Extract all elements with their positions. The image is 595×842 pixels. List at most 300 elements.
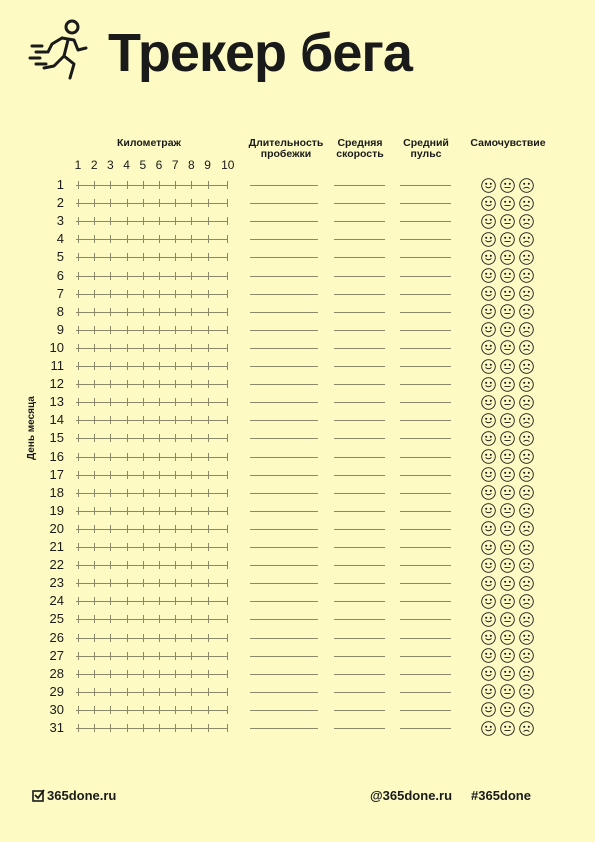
km-tick[interactable] <box>94 489 95 497</box>
pulse-field[interactable] <box>400 529 451 530</box>
km-tick[interactable] <box>227 706 228 714</box>
sad-face-icon[interactable] <box>519 449 534 464</box>
km-track[interactable] <box>76 493 228 494</box>
speed-field[interactable] <box>334 221 385 222</box>
km-track[interactable] <box>76 656 228 657</box>
sad-face-icon[interactable] <box>519 576 534 591</box>
km-tick[interactable] <box>78 326 79 334</box>
speed-field[interactable] <box>334 529 385 530</box>
duration-field[interactable] <box>250 294 318 295</box>
km-tick[interactable] <box>208 272 209 280</box>
km-tick[interactable] <box>175 634 176 642</box>
km-tick[interactable] <box>227 615 228 623</box>
km-tick[interactable] <box>159 615 160 623</box>
pulse-field[interactable] <box>400 366 451 367</box>
km-tick[interactable] <box>175 308 176 316</box>
km-tick[interactable] <box>227 634 228 642</box>
km-track[interactable] <box>76 420 228 421</box>
km-tick[interactable] <box>191 217 192 225</box>
km-tick[interactable] <box>127 434 128 442</box>
km-tick[interactable] <box>143 561 144 569</box>
km-tick[interactable] <box>227 471 228 479</box>
km-tick[interactable] <box>227 416 228 424</box>
neutral-face-icon[interactable] <box>500 521 515 536</box>
pulse-field[interactable] <box>400 710 451 711</box>
neutral-face-icon[interactable] <box>500 304 515 319</box>
km-tick[interactable] <box>127 199 128 207</box>
km-tick[interactable] <box>94 181 95 189</box>
km-tick[interactable] <box>127 308 128 316</box>
km-track[interactable] <box>76 366 228 367</box>
km-track[interactable] <box>76 457 228 458</box>
km-tick[interactable] <box>78 688 79 696</box>
sad-face-icon[interactable] <box>519 214 534 229</box>
pulse-field[interactable] <box>400 656 451 657</box>
speed-field[interactable] <box>334 493 385 494</box>
happy-face-icon[interactable] <box>481 178 496 193</box>
km-track[interactable] <box>76 692 228 693</box>
happy-face-icon[interactable] <box>481 485 496 500</box>
pulse-field[interactable] <box>400 330 451 331</box>
duration-field[interactable] <box>250 457 318 458</box>
happy-face-icon[interactable] <box>481 503 496 518</box>
duration-field[interactable] <box>250 547 318 548</box>
km-track[interactable] <box>76 728 228 729</box>
speed-field[interactable] <box>334 710 385 711</box>
sad-face-icon[interactable] <box>519 304 534 319</box>
sad-face-icon[interactable] <box>519 630 534 645</box>
km-tick[interactable] <box>94 561 95 569</box>
km-tick[interactable] <box>78 362 79 370</box>
neutral-face-icon[interactable] <box>500 467 515 482</box>
sad-face-icon[interactable] <box>519 286 534 301</box>
speed-field[interactable] <box>334 547 385 548</box>
km-tick[interactable] <box>159 344 160 352</box>
km-tick[interactable] <box>127 398 128 406</box>
km-tick[interactable] <box>78 416 79 424</box>
km-track[interactable] <box>76 475 228 476</box>
km-tick[interactable] <box>159 507 160 515</box>
pulse-field[interactable] <box>400 239 451 240</box>
km-tick[interactable] <box>175 181 176 189</box>
km-tick[interactable] <box>143 634 144 642</box>
neutral-face-icon[interactable] <box>500 178 515 193</box>
km-tick[interactable] <box>227 326 228 334</box>
km-tick[interactable] <box>227 507 228 515</box>
km-tick[interactable] <box>208 724 209 732</box>
km-tick[interactable] <box>143 724 144 732</box>
km-tick[interactable] <box>94 724 95 732</box>
km-tick[interactable] <box>227 344 228 352</box>
happy-face-icon[interactable] <box>481 648 496 663</box>
duration-field[interactable] <box>250 692 318 693</box>
km-tick[interactable] <box>127 362 128 370</box>
km-tick[interactable] <box>175 670 176 678</box>
km-tick[interactable] <box>175 561 176 569</box>
km-tick[interactable] <box>110 615 111 623</box>
sad-face-icon[interactable] <box>519 540 534 555</box>
duration-field[interactable] <box>250 710 318 711</box>
km-tick[interactable] <box>175 217 176 225</box>
speed-field[interactable] <box>334 402 385 403</box>
km-tick[interactable] <box>175 362 176 370</box>
duration-field[interactable] <box>250 583 318 584</box>
pulse-field[interactable] <box>400 475 451 476</box>
happy-face-icon[interactable] <box>481 214 496 229</box>
km-tick[interactable] <box>208 181 209 189</box>
km-tick[interactable] <box>159 181 160 189</box>
duration-field[interactable] <box>250 438 318 439</box>
happy-face-icon[interactable] <box>481 286 496 301</box>
km-tick[interactable] <box>143 507 144 515</box>
pulse-field[interactable] <box>400 420 451 421</box>
duration-field[interactable] <box>250 601 318 602</box>
km-tick[interactable] <box>127 615 128 623</box>
neutral-face-icon[interactable] <box>500 630 515 645</box>
km-tick[interactable] <box>227 380 228 388</box>
km-tick[interactable] <box>208 597 209 605</box>
km-tick[interactable] <box>208 235 209 243</box>
km-tick[interactable] <box>175 416 176 424</box>
duration-field[interactable] <box>250 330 318 331</box>
km-tick[interactable] <box>159 199 160 207</box>
sad-face-icon[interactable] <box>519 485 534 500</box>
km-tick[interactable] <box>110 706 111 714</box>
happy-face-icon[interactable] <box>481 612 496 627</box>
duration-field[interactable] <box>250 619 318 620</box>
km-tick[interactable] <box>208 217 209 225</box>
km-track[interactable] <box>76 638 228 639</box>
speed-field[interactable] <box>334 583 385 584</box>
km-tick[interactable] <box>227 453 228 461</box>
km-tick[interactable] <box>175 344 176 352</box>
km-tick[interactable] <box>227 543 228 551</box>
km-tick[interactable] <box>227 272 228 280</box>
km-tick[interactable] <box>110 326 111 334</box>
km-track[interactable] <box>76 221 228 222</box>
km-tick[interactable] <box>94 290 95 298</box>
speed-field[interactable] <box>334 674 385 675</box>
km-tick[interactable] <box>94 652 95 660</box>
km-tick[interactable] <box>78 543 79 551</box>
neutral-face-icon[interactable] <box>500 684 515 699</box>
km-tick[interactable] <box>110 670 111 678</box>
happy-face-icon[interactable] <box>481 377 496 392</box>
km-tick[interactable] <box>191 724 192 732</box>
km-tick[interactable] <box>227 253 228 261</box>
km-tick[interactable] <box>110 253 111 261</box>
km-tick[interactable] <box>227 561 228 569</box>
km-tick[interactable] <box>208 290 209 298</box>
km-tick[interactable] <box>110 272 111 280</box>
km-tick[interactable] <box>127 561 128 569</box>
happy-face-icon[interactable] <box>481 196 496 211</box>
km-tick[interactable] <box>175 543 176 551</box>
km-tick[interactable] <box>78 525 79 533</box>
km-tick[interactable] <box>143 272 144 280</box>
neutral-face-icon[interactable] <box>500 232 515 247</box>
km-tick[interactable] <box>94 434 95 442</box>
km-tick[interactable] <box>110 181 111 189</box>
km-tick[interactable] <box>127 253 128 261</box>
sad-face-icon[interactable] <box>519 232 534 247</box>
km-tick[interactable] <box>208 507 209 515</box>
km-tick[interactable] <box>191 471 192 479</box>
sad-face-icon[interactable] <box>519 250 534 265</box>
km-tick[interactable] <box>94 326 95 334</box>
km-tick[interactable] <box>191 579 192 587</box>
duration-field[interactable] <box>250 366 318 367</box>
km-tick[interactable] <box>175 489 176 497</box>
km-tick[interactable] <box>191 489 192 497</box>
happy-face-icon[interactable] <box>481 576 496 591</box>
pulse-field[interactable] <box>400 384 451 385</box>
happy-face-icon[interactable] <box>481 232 496 247</box>
pulse-field[interactable] <box>400 692 451 693</box>
km-track[interactable] <box>76 601 228 602</box>
km-tick[interactable] <box>78 308 79 316</box>
km-tick[interactable] <box>159 326 160 334</box>
km-tick[interactable] <box>127 543 128 551</box>
sad-face-icon[interactable] <box>519 178 534 193</box>
speed-field[interactable] <box>334 511 385 512</box>
km-tick[interactable] <box>175 507 176 515</box>
km-tick[interactable] <box>127 706 128 714</box>
happy-face-icon[interactable] <box>481 359 496 374</box>
neutral-face-icon[interactable] <box>500 214 515 229</box>
km-track[interactable] <box>76 565 228 566</box>
sad-face-icon[interactable] <box>519 521 534 536</box>
sad-face-icon[interactable] <box>519 594 534 609</box>
km-tick[interactable] <box>78 398 79 406</box>
speed-field[interactable] <box>334 420 385 421</box>
km-tick[interactable] <box>94 272 95 280</box>
happy-face-icon[interactable] <box>481 521 496 536</box>
km-tick[interactable] <box>143 362 144 370</box>
duration-field[interactable] <box>250 475 318 476</box>
km-track[interactable] <box>76 312 228 313</box>
km-tick[interactable] <box>110 362 111 370</box>
km-tick[interactable] <box>227 579 228 587</box>
km-track[interactable] <box>76 583 228 584</box>
duration-field[interactable] <box>250 565 318 566</box>
km-tick[interactable] <box>159 290 160 298</box>
neutral-face-icon[interactable] <box>500 395 515 410</box>
km-tick[interactable] <box>143 217 144 225</box>
km-tick[interactable] <box>227 724 228 732</box>
km-tick[interactable] <box>208 688 209 696</box>
km-tick[interactable] <box>175 652 176 660</box>
pulse-field[interactable] <box>400 203 451 204</box>
km-tick[interactable] <box>208 416 209 424</box>
km-tick[interactable] <box>110 434 111 442</box>
duration-field[interactable] <box>250 185 318 186</box>
happy-face-icon[interactable] <box>481 467 496 482</box>
km-tick[interactable] <box>175 525 176 533</box>
km-tick[interactable] <box>94 507 95 515</box>
km-tick[interactable] <box>208 706 209 714</box>
km-tick[interactable] <box>94 688 95 696</box>
km-track[interactable] <box>76 330 228 331</box>
km-tick[interactable] <box>78 706 79 714</box>
km-tick[interactable] <box>175 706 176 714</box>
pulse-field[interactable] <box>400 674 451 675</box>
happy-face-icon[interactable] <box>481 304 496 319</box>
km-tick[interactable] <box>143 235 144 243</box>
km-tick[interactable] <box>159 362 160 370</box>
km-tick[interactable] <box>159 579 160 587</box>
km-tick[interactable] <box>227 489 228 497</box>
km-tick[interactable] <box>78 217 79 225</box>
km-tick[interactable] <box>191 181 192 189</box>
km-tick[interactable] <box>127 525 128 533</box>
km-tick[interactable] <box>227 398 228 406</box>
km-tick[interactable] <box>208 652 209 660</box>
km-tick[interactable] <box>94 362 95 370</box>
km-tick[interactable] <box>143 199 144 207</box>
pulse-field[interactable] <box>400 402 451 403</box>
km-tick[interactable] <box>143 525 144 533</box>
happy-face-icon[interactable] <box>481 721 496 736</box>
km-tick[interactable] <box>208 398 209 406</box>
speed-field[interactable] <box>334 619 385 620</box>
neutral-face-icon[interactable] <box>500 359 515 374</box>
duration-field[interactable] <box>250 493 318 494</box>
km-tick[interactable] <box>110 688 111 696</box>
pulse-field[interactable] <box>400 493 451 494</box>
happy-face-icon[interactable] <box>481 413 496 428</box>
km-tick[interactable] <box>159 543 160 551</box>
km-tick[interactable] <box>191 615 192 623</box>
speed-field[interactable] <box>334 257 385 258</box>
km-tick[interactable] <box>227 308 228 316</box>
speed-field[interactable] <box>334 366 385 367</box>
km-tick[interactable] <box>127 634 128 642</box>
km-tick[interactable] <box>208 380 209 388</box>
neutral-face-icon[interactable] <box>500 594 515 609</box>
sad-face-icon[interactable] <box>519 666 534 681</box>
speed-field[interactable] <box>334 638 385 639</box>
km-tick[interactable] <box>110 507 111 515</box>
km-tick[interactable] <box>175 579 176 587</box>
sad-face-icon[interactable] <box>519 503 534 518</box>
neutral-face-icon[interactable] <box>500 612 515 627</box>
km-tick[interactable] <box>143 489 144 497</box>
happy-face-icon[interactable] <box>481 395 496 410</box>
sad-face-icon[interactable] <box>519 377 534 392</box>
km-tick[interactable] <box>175 272 176 280</box>
km-tick[interactable] <box>110 525 111 533</box>
km-tick[interactable] <box>191 326 192 334</box>
km-tick[interactable] <box>143 453 144 461</box>
km-track[interactable] <box>76 619 228 620</box>
km-tick[interactable] <box>110 561 111 569</box>
km-tick[interactable] <box>94 471 95 479</box>
km-tick[interactable] <box>159 308 160 316</box>
sad-face-icon[interactable] <box>519 702 534 717</box>
km-track[interactable] <box>76 185 228 186</box>
duration-field[interactable] <box>250 638 318 639</box>
km-tick[interactable] <box>78 344 79 352</box>
duration-field[interactable] <box>250 257 318 258</box>
happy-face-icon[interactable] <box>481 540 496 555</box>
pulse-field[interactable] <box>400 638 451 639</box>
sad-face-icon[interactable] <box>519 612 534 627</box>
km-tick[interactable] <box>110 634 111 642</box>
km-tick[interactable] <box>127 471 128 479</box>
km-tick[interactable] <box>110 652 111 660</box>
neutral-face-icon[interactable] <box>500 250 515 265</box>
pulse-field[interactable] <box>400 457 451 458</box>
km-tick[interactable] <box>94 525 95 533</box>
km-tick[interactable] <box>175 380 176 388</box>
km-tick[interactable] <box>78 597 79 605</box>
neutral-face-icon[interactable] <box>500 286 515 301</box>
speed-field[interactable] <box>334 330 385 331</box>
neutral-face-icon[interactable] <box>500 666 515 681</box>
happy-face-icon[interactable] <box>481 558 496 573</box>
km-tick[interactable] <box>127 724 128 732</box>
km-track[interactable] <box>76 276 228 277</box>
km-tick[interactable] <box>191 362 192 370</box>
km-tick[interactable] <box>208 543 209 551</box>
km-tick[interactable] <box>78 507 79 515</box>
km-tick[interactable] <box>227 235 228 243</box>
km-tick[interactable] <box>208 434 209 442</box>
km-tick[interactable] <box>191 290 192 298</box>
km-tick[interactable] <box>94 344 95 352</box>
km-tick[interactable] <box>227 652 228 660</box>
km-tick[interactable] <box>227 290 228 298</box>
pulse-field[interactable] <box>400 583 451 584</box>
km-tick[interactable] <box>175 615 176 623</box>
km-tick[interactable] <box>159 471 160 479</box>
km-tick[interactable] <box>159 706 160 714</box>
km-tick[interactable] <box>143 688 144 696</box>
km-tick[interactable] <box>94 615 95 623</box>
km-tick[interactable] <box>191 434 192 442</box>
hashtag-link[interactable]: #365done <box>471 788 531 803</box>
km-tick[interactable] <box>191 253 192 261</box>
km-tick[interactable] <box>78 199 79 207</box>
km-track[interactable] <box>76 348 228 349</box>
km-tick[interactable] <box>175 434 176 442</box>
km-tick[interactable] <box>94 597 95 605</box>
km-tick[interactable] <box>78 253 79 261</box>
km-tick[interactable] <box>208 199 209 207</box>
km-tick[interactable] <box>175 326 176 334</box>
km-tick[interactable] <box>127 326 128 334</box>
km-tick[interactable] <box>159 561 160 569</box>
sad-face-icon[interactable] <box>519 467 534 482</box>
pulse-field[interactable] <box>400 221 451 222</box>
km-tick[interactable] <box>208 615 209 623</box>
km-tick[interactable] <box>191 398 192 406</box>
pulse-field[interactable] <box>400 438 451 439</box>
handle-link[interactable]: @365done.ru <box>370 788 453 803</box>
km-tick[interactable] <box>127 235 128 243</box>
km-tick[interactable] <box>175 724 176 732</box>
km-tick[interactable] <box>110 724 111 732</box>
km-tick[interactable] <box>143 615 144 623</box>
km-tick[interactable] <box>127 344 128 352</box>
km-tick[interactable] <box>78 453 79 461</box>
km-tick[interactable] <box>143 597 144 605</box>
duration-field[interactable] <box>250 312 318 313</box>
sad-face-icon[interactable] <box>519 196 534 211</box>
pulse-field[interactable] <box>400 276 451 277</box>
km-tick[interactable] <box>127 507 128 515</box>
